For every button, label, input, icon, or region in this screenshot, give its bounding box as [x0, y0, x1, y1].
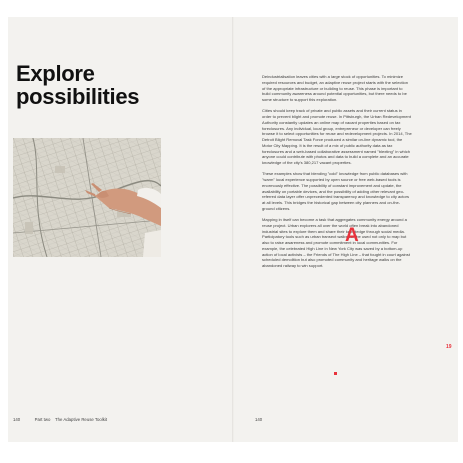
paragraph-4: Mapping in itself can become a task that aggregates community energy around a reuse project. Urban explorers all over the world often break into abandoned industrial sites to explore them and share their knowledge through social media. Participatory tools such as urban transect walks can be used not only to map but also to raise awareness and promote commitment in local communities. For example, the celebrated High Line in New York City was saved by a bottom-up action of local activists – the Friends of The High Line – that fought in court against scheduled demolition but also promoted community and heritage walks on the abandoned railway to win support.: [262, 217, 410, 268]
paragraph-1: Deindustrialisation leaves cities with a large stock of opportunities. To minimize required resources and budget, an adaptive reuse project starts with the selection of the appropriate infrastructure or building to reuse. This phase is important to build community awareness around potential opportunities, but there needs to be some structure to support this exploration.: [262, 74, 408, 102]
left-page: [8, 17, 233, 442]
heading-line-2: possibilities: [16, 84, 140, 109]
body-text: [262, 74, 412, 274]
paragraph-3: These examples show that blending "cold" knowledge from public databases with "warm" local experience supported by open source or free web-based tools is enormously effective. The possibility of constant improvement and update, the availability on portable devices, and the possibility of adding other relevant geo-referred data layer offer unprecedented transparency and knowledge to city actors at all levels. This bridges the historical gap between city planners and on-the-ground citizens.: [262, 171, 410, 211]
heading-line-1: Explore: [16, 61, 95, 86]
marker-dot: [334, 372, 337, 375]
side-number: 19: [446, 344, 452, 350]
right-footer-page-number: 140: [255, 417, 263, 422]
left-footer-section: Part two: [34, 417, 51, 422]
left-footer-page-number: 140: [13, 417, 21, 422]
paragraph-2: Cities should keep track of private and public assets and their current status in order to prevent blight and promote reuse. In Pittsburgh, the Urban Redevelopment Authority constantly updates an online map of vacant properties based on tax foreclosures. Any individual, local group, entrepreneur or developer can freely browse it to select opportunities for reuse and redevelopment projects. In 2014, The Detroit Blight Removal Task Force produced a similar on-line dynamic tool, the Motor City Mapping. It is the result of a mix of public authority data as tax foreclosures and a web-based collaborative assessment named "blexting" in which anyone could contribute with photos and data to build a complete and an accurate knowledge of the city's 380,217 vacant properties.: [262, 108, 412, 165]
marker-letter-a: A: [345, 225, 359, 246]
map-photo: [13, 138, 161, 257]
map-photo-illustration: [13, 138, 161, 257]
page-heading: [16, 62, 216, 108]
left-footer: [13, 417, 107, 422]
left-footer-title: The Adaptive Reuse Toolkit: [55, 417, 108, 422]
